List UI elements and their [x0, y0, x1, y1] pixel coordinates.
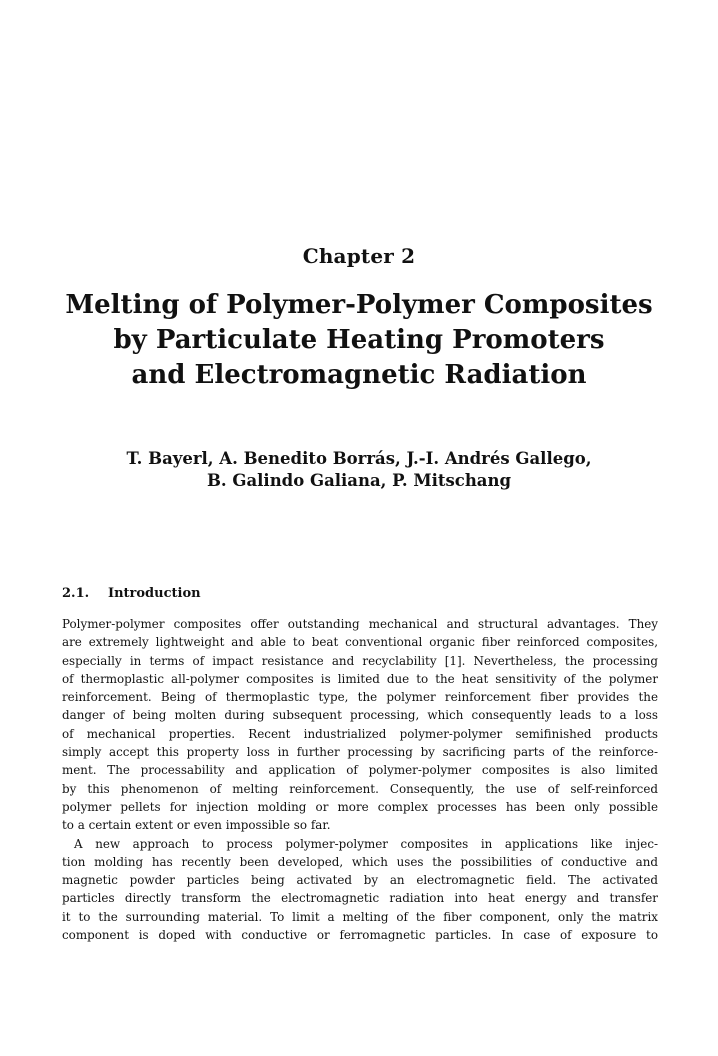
chapter-title-line: and Electromagnetic Radiation	[131, 360, 587, 390]
text-line: danger of being molten during subsequent processing, which consequently leads to a loss	[62, 708, 658, 723]
chapter-label: Chapter 2	[302, 244, 416, 268]
text-line: component is doped with conductive or ferromagnetic particles. In case of exposure to	[62, 928, 658, 943]
text-line: of thermoplastic all-polymer composites is limited due to the heat sensitivity of the polymer	[62, 671, 658, 686]
text-line: simply accept this property loss in further processing by sacrificing parts of the reinforce-	[62, 745, 658, 760]
paragraph	[62, 835, 658, 945]
section-title: Introduction	[108, 586, 201, 601]
chapter-title-line: Melting of Polymer-Polymer Composites	[65, 290, 653, 320]
text-line: to a certain extent or even impossible so far.	[62, 818, 331, 833]
section-number: 2.1.	[62, 586, 90, 601]
chapter-title-line: by Particulate Heating Promoters	[113, 325, 605, 355]
text-line: especially in terms of impact resistance and recyclability [1]. Nevertheless, the processing	[62, 653, 658, 668]
text-line: ment. The processability and application of polymer-polymer composites is also limited	[62, 763, 658, 778]
text-line: are extremely lightweight and able to beat conventional organic fiber reinforced composites,	[62, 635, 658, 650]
text-line: polymer pellets for injection molding or more complex processes has been only possible	[62, 799, 658, 814]
chapter-authors	[40, 448, 678, 492]
text-line: tion molding has recently been developed, which uses the possibilities of conductive and	[62, 854, 658, 869]
authors-line: B. Galindo Galiana, P. Mitschang	[206, 471, 512, 490]
text-line: it to the surrounding material. To limit a melting of the fiber component, only the matrix	[62, 909, 658, 924]
text-line: Polymer-polymer composites offer outstanding mechanical and structural advantages. They	[62, 617, 658, 631]
chapter-title	[60, 288, 658, 393]
paragraph	[62, 615, 658, 835]
text-line: particles directly transform the electromagnetic radiation into heat energy and transfer	[62, 891, 658, 906]
authors-line: T. Bayerl, A. Benedito Borrás, J.-I. Andrés Gallego,	[126, 449, 592, 468]
body-text	[62, 615, 658, 944]
text-line: A new approach to process polymer-polymer composites in applications like injec-	[74, 836, 658, 851]
text-line: reinforcement. Being of thermoplastic type, the polymer reinforcement fiber provides the	[62, 690, 658, 705]
text-line: by this phenomenon of melting reinforcement. Consequently, the use of self-reinforced	[62, 781, 658, 796]
text-line: magnetic powder particles being activated by an electromagnetic field. The activated	[62, 873, 658, 888]
section-heading	[62, 586, 201, 601]
text-line: of mechanical properties. Recent industrialized polymer-polymer semifinished products	[62, 726, 658, 741]
